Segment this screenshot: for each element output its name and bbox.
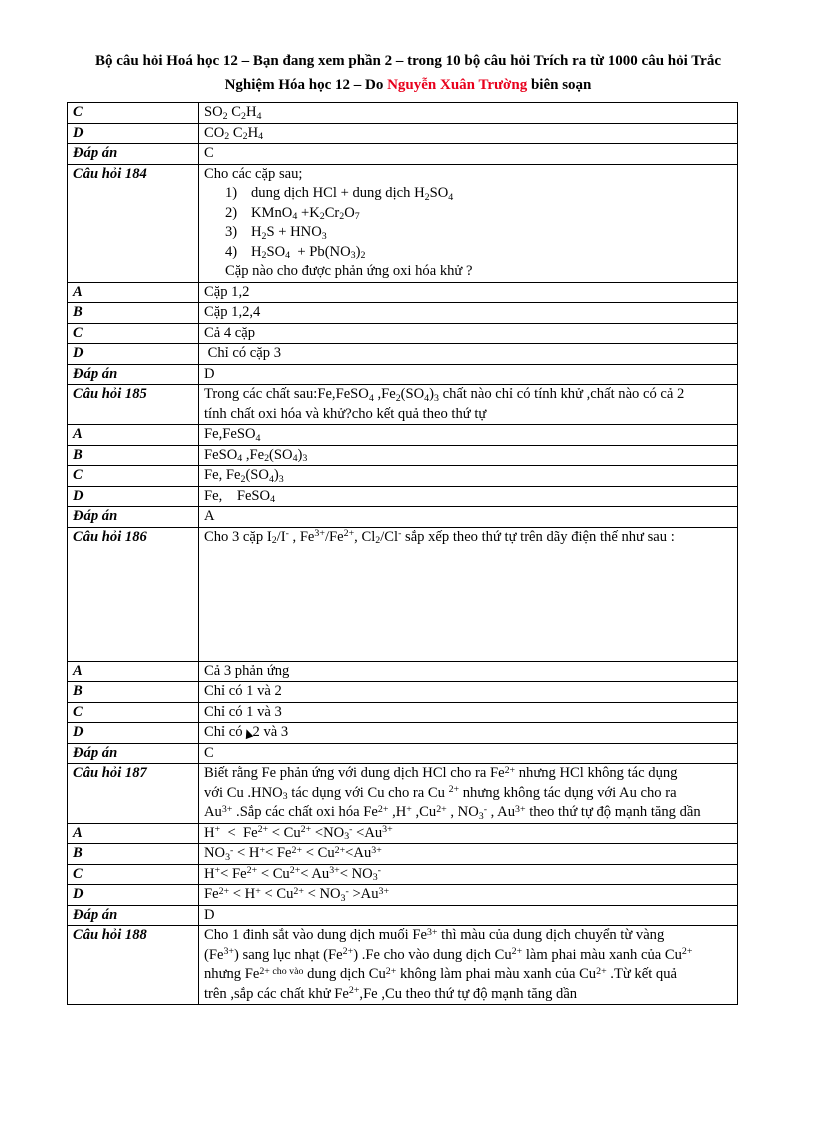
text-run: theo thứ tự độ mạnh tăng dần <box>525 804 701 820</box>
answer-value: A <box>199 507 738 528</box>
answer-value: C <box>199 144 738 165</box>
option-label: D <box>68 723 199 744</box>
option-value: Cả 4 cặp <box>199 323 738 344</box>
pair-list <box>204 184 737 262</box>
text-run: chất nào chỉ có tính khử ,chất nào có cả 2 <box>438 386 685 402</box>
text-run: với Cu .HNO <box>204 784 283 801</box>
table-row <box>68 303 738 324</box>
text-run: (Fe <box>204 946 224 963</box>
table-row <box>68 885 738 906</box>
item-number: 4) <box>225 243 238 260</box>
text-run: 2 và 3 <box>252 724 289 740</box>
table-row <box>68 164 738 282</box>
item-number: 3) <box>225 224 238 240</box>
question-text: Cho 3 cặp $I_2/I^-$ , $Fe^{3+}/Fe^{2+}$, $Cl_2/Cl^-$ sắp xếp theo thứ tự trên dãy điện thế như sau : <box>199 527 738 661</box>
answer-value: D <box>199 364 738 385</box>
option-value: $H^+ < Fe^{2+} < Cu^{2+} <NO_3^- <Au^{3+}$ <box>199 823 738 844</box>
list-item: 3) $H_2S + HNO_3$ <box>225 224 327 242</box>
table-row <box>68 344 738 365</box>
table-row <box>68 385 738 425</box>
text-run: nhưng Fe <box>204 966 260 982</box>
option-label: B <box>68 303 199 324</box>
item-number: 1) <box>225 185 238 201</box>
question-line: Biết rằng Fe phản ứng với dung dịch HCl cho ra $Fe^{2+}$ nhưng HCl không tác dụng <box>204 764 678 781</box>
text-run: .Từ kết quả <box>606 966 677 982</box>
text-run: ) .Fe cho vào dung dịch Cu <box>353 946 512 963</box>
list-item: 1) dung dịch HCl + dung dịch $H_2SO_4$ <box>225 185 454 203</box>
question-label: Câu hỏi 188 <box>68 926 199 1005</box>
option-value: $H^+< Fe^{2+} < Cu^{2+}< Au^{3+}< NO_3^-$ <box>199 864 738 885</box>
answer-label: Đáp án <box>68 364 199 385</box>
question-line: Trong các chất sau:Fe,FeSO$_4$ $,Fe_2(SO_4)_3$ chất nào chỉ có tính khử ,chất nào có cả 2 <box>204 386 685 404</box>
option-label: D <box>68 885 199 906</box>
question-text <box>199 385 738 425</box>
text-run: Au <box>204 804 222 820</box>
answer-label: Đáp án <box>68 743 199 764</box>
option-value <box>199 723 738 744</box>
text-run: thì màu của dung dịch chuyển từ vàng <box>437 927 665 943</box>
question-table <box>67 102 738 1005</box>
option-label: D <box>68 123 199 144</box>
mouse-cursor-icon <box>242 728 253 739</box>
option-value: $Fe^{2+} < H^+ < Cu^{2+} < NO_3^- >Au^{3+}$ <box>199 885 738 906</box>
option-label: C <box>68 103 199 124</box>
option-label: A <box>68 425 199 446</box>
text-run: , Fe <box>288 528 315 545</box>
text-run: ,Cu <box>411 804 437 820</box>
table-row <box>68 926 738 1005</box>
option-label: B <box>68 682 199 703</box>
text-run: không làm phai màu xanh của Cu <box>396 966 597 982</box>
table-row <box>68 123 738 144</box>
option-label: B <box>68 844 199 865</box>
option-value: Fe, $Fe_2(SO_4)_3$ <box>199 466 738 487</box>
text-run: 2+ cho vào <box>259 965 304 977</box>
text-run: /I <box>276 528 286 545</box>
question-label: Câu hỏi 186 <box>68 527 199 661</box>
option-label: C <box>68 702 199 723</box>
option-label: A <box>68 661 199 682</box>
option-label: A <box>68 282 199 303</box>
option-label: C <box>68 323 199 344</box>
text-run: Biết rằng Fe phản ứng với dung dịch HCl cho ra Fe <box>204 765 505 781</box>
option-value: $NO_3^- < H^+< Fe^{2+} < Cu^{2+}<Au^{3+}$ <box>199 844 738 865</box>
table-row <box>68 445 738 466</box>
question-line: nhưng $Fe^{2+ cho vào}$ dung dịch $Cu^{2+}$ không làm phai màu xanh của $Cu^{2+}$ .Từ kết quả <box>204 965 677 982</box>
table-row <box>68 905 738 926</box>
list-item: 2) KMnO$_4$ $+K_2Cr_2O_7$ <box>225 204 360 223</box>
option-value: $SO_2$ $C_2H_4$ <box>199 103 738 124</box>
option-label: D <box>68 486 199 507</box>
table-row <box>68 323 738 344</box>
option-value: Fe, FeSO$_4$ <box>199 486 738 507</box>
text-run: , Cl <box>354 528 376 545</box>
text-run: /Fe <box>324 528 344 545</box>
text-run: , Au <box>487 804 516 820</box>
table-row <box>68 743 738 764</box>
question-intro: Cho các cặp sau; <box>204 165 303 182</box>
table-row <box>68 486 738 507</box>
table-row <box>68 661 738 682</box>
question-label: Câu hỏi 184 <box>68 164 199 282</box>
answer-label: Đáp án <box>68 144 199 165</box>
table-row <box>68 282 738 303</box>
answer-value: D <box>199 905 738 926</box>
text-run: sắp xếp theo thứ tự trên dãy điện thế như sau : <box>401 528 675 545</box>
text-run: ,H <box>388 804 407 820</box>
header-line-2-prefix: Nghiệm Hóa học 12 – Do <box>224 77 388 93</box>
text-run: Chỉ có <box>204 724 243 740</box>
text-run: Cho 3 cặp I <box>204 528 272 545</box>
table-row <box>68 466 738 487</box>
table-row <box>68 682 738 703</box>
question-line: $Au^{3+}$ .Sắp các chất oxi hóa $Fe^{2+}$ ,H+ $,Cu^{2+}$ , $NO_3^-$ , $Au^{3+}$ theo thứ tự độ mạnh tăng dần <box>204 803 701 822</box>
table-row <box>68 527 738 661</box>
option-value: Cặp 1,2,4 <box>199 303 738 324</box>
question-line: tính chất oxi hóa và khử?cho kết quả theo thứ tự <box>204 405 487 422</box>
question-line: $(Fe^{3+})$ sang lục nhạt $(Fe^{2+})$ .Fe cho vào dung dịch $Cu^{2+}$ làm phai màu xanh của $Cu^{2+}$ <box>204 946 693 963</box>
table-row <box>68 764 738 824</box>
header-line-2 <box>60 73 756 97</box>
table-row <box>68 702 738 723</box>
option-label: C <box>68 864 199 885</box>
table-row <box>68 144 738 165</box>
option-label: D <box>68 344 199 365</box>
option-value: Chỉ có cặp 3 <box>199 344 738 365</box>
text-run: ,Fe ,Cu theo thứ tự độ mạnh tăng dần <box>359 985 578 1002</box>
document-header <box>60 49 756 97</box>
answer-label: Đáp án <box>68 507 199 528</box>
option-value: Fe,FeSO$_4$ <box>199 425 738 446</box>
question-prompt: Cặp nào cho được phản ứng oxi hóa khử ? <box>225 263 473 279</box>
table-row <box>68 364 738 385</box>
author-name: Nguyễn Xuân Trường <box>387 77 528 93</box>
text-run: trên ,sắp các chất khử Fe <box>204 985 349 1002</box>
question-label: Câu hỏi 187 <box>68 764 199 824</box>
table-row <box>68 103 738 124</box>
text-run: Cho 1 đinh sắt vào dung dịch muối Fe <box>204 927 427 943</box>
answer-value: C <box>199 743 738 764</box>
text-run: , NO <box>446 804 479 820</box>
option-value: Chỉ có 1 và 2 <box>199 682 738 703</box>
header-line-2-suffix: biên soạn <box>527 77 592 93</box>
question-label: Câu hỏi 185 <box>68 385 199 425</box>
text-run: làm phai màu xanh của Cu <box>522 946 682 963</box>
item-number: 2) <box>225 204 238 221</box>
option-value: $CO_2$ $C_2H_4$ <box>199 123 738 144</box>
question-text <box>199 764 738 824</box>
text-run: Trong các chất sau:Fe,FeSO <box>204 386 369 402</box>
table-row <box>68 823 738 844</box>
option-value: Cả 3 phản ứng <box>199 661 738 682</box>
table-row <box>68 864 738 885</box>
list-item: 4) $H_2SO_4 + Pb(NO_3)_2$ <box>225 243 366 262</box>
question-line: với Cu $.HNO_3$ tác dụng với Cu cho ra Cu $^{2+}$ nhưng không tác dụng với Au cho ra <box>204 784 677 803</box>
text-run: .Sắp các chất oxi hóa Fe <box>232 804 378 820</box>
question-line: trên ,sắp các chất khử $Fe^{2+},Fe$ ,Cu theo thứ tự độ mạnh tăng dần <box>204 985 578 1002</box>
table-row <box>68 844 738 865</box>
text-run: nhưng HCl không tác dụng <box>515 765 678 781</box>
text-run: dung dịch Cu <box>303 966 386 982</box>
option-value: FeSO$_4$ $,Fe_2(SO_4)_3$ <box>199 445 738 466</box>
answer-label: Đáp án <box>68 905 199 926</box>
question-text <box>199 926 738 1005</box>
option-label: A <box>68 823 199 844</box>
question-line: Cho 1 đinh sắt vào dung dịch muối $Fe^{3+}$ thì màu của dung dịch chuyển từ vàng <box>204 926 665 943</box>
option-value: Cặp 1,2 <box>199 282 738 303</box>
table-row <box>68 425 738 446</box>
text-run: tác dụng với Cu cho ra Cu <box>287 784 449 801</box>
table-row <box>68 507 738 528</box>
text-run: /Cl <box>380 528 399 545</box>
table-row <box>68 723 738 744</box>
option-value: Chỉ có 1 và 3 <box>199 702 738 723</box>
option-label: B <box>68 445 199 466</box>
option-label: C <box>68 466 199 487</box>
text-run: ) sang lục nhạt (Fe <box>234 946 343 963</box>
text-run: nhưng không tác dụng với Au cho ra <box>459 784 677 801</box>
header-line-1: Bộ câu hỏi Hoá học 12 – Bạn đang xem phần 2 – trong 10 bộ câu hỏi Trích ra từ 1000 câu hỏi Trắc <box>94 53 721 69</box>
question-text <box>199 164 738 282</box>
item-text: dung dịch HCl + dung dịch <box>251 185 411 201</box>
